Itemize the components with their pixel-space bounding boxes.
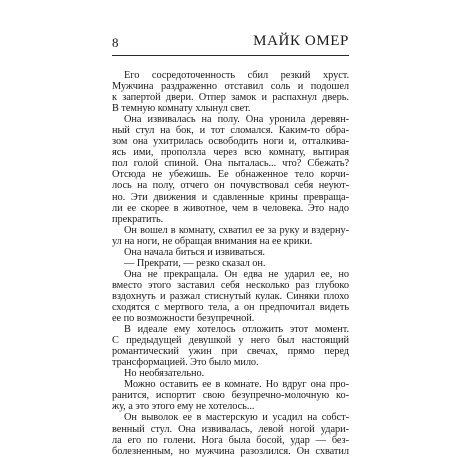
text-line: В идеале ему хотелось отложить этот момент.	[124, 324, 349, 336]
text-line: Мужчина раздраженно отставил соль и подошел	[112, 81, 349, 93]
text-line: ранится, испортит свою безупречно-молочную ко-	[112, 390, 349, 402]
page-number: 8	[112, 35, 119, 50]
text-line: трансформацией. Это было мило.	[112, 357, 259, 369]
text-line: Она извивалась на полу. Она уронила деревян-	[124, 114, 349, 126]
text-line: романтический ужин при свечах, прямо перед	[112, 346, 349, 358]
text-line: зом она ухитрилась освободить ноги и, отталкива-	[112, 136, 349, 148]
text-line: пол голой спиной. Она пыталась... что? Сбежать?	[112, 158, 349, 170]
text-line: Она начала биться и извиваться.	[124, 246, 265, 258]
body-text	[112, 70, 349, 457]
text-line: вместо этого заставил себя несколько раз глубоко	[112, 279, 349, 291]
text-line: ее по возможности безупречной.	[112, 313, 255, 325]
text-line: — Прекрати, — резко сказал он.	[124, 257, 266, 269]
header-rule	[112, 55, 349, 56]
text-line: ный стул на бок, и тот сломался. Каким-то обра-	[112, 125, 349, 137]
text-line: С предыдущей девушкой у него был настоящий	[112, 335, 349, 347]
text-line: сходятся с мертвого тела, а он предпочитал видеть	[112, 301, 349, 313]
text-line: ясь ими, проползла через всю комнату, вытирая	[112, 147, 349, 159]
text-line: Она не прекращала. Он едва не ударил ее, но	[124, 268, 349, 280]
text-line: Его сосредоточенность сбил резкий хруст.	[124, 70, 349, 81]
text-line: ла его по голени. Нога была босой, удар — без-	[112, 434, 349, 446]
page-header	[112, 33, 349, 53]
running-head-author: МАЙК ОМЕР	[253, 33, 349, 49]
text-line: ул на ноги, не обращая внимания на ее крики.	[112, 235, 313, 247]
text-line: но. Эти движения и сдавленные крины превраща-	[112, 191, 349, 203]
text-line: прекратить.	[112, 213, 164, 225]
text-line: к запертой двери. Отпер замок и распахнул дверь.	[112, 92, 349, 104]
text-line: Он вошел в комнату, схватил ее за руку и вздерну-	[124, 224, 349, 236]
text-line: ли ее скорее в животное, чем в человека. Это надо	[112, 202, 349, 214]
text-line: Можно оставить ее в комнате. Но вдруг она про-	[124, 379, 349, 391]
text-line: вздохнуть и разжал стиснутый кулак. Синяки плохо	[112, 290, 349, 302]
text-line: болезненным, но мужчина разозлился. Он схватил	[112, 445, 349, 457]
text-line: Отсюда не убежишь. Ее обнаженное тело корчи-	[112, 169, 349, 181]
text-line: Он выволок ее в мастерскую и усадил на собст-	[124, 412, 349, 424]
text-line: Но необязательно.	[124, 368, 205, 380]
text-line: венный стул. Она извивалась, левой ногой удари-	[112, 423, 349, 435]
text-line: В темную комнату хлынул свет.	[112, 103, 251, 115]
text-line: лось на полу, отчего он почувствовал себя неуют-	[112, 180, 349, 192]
text-line: жу, а это этого ему не хотелось...	[112, 401, 255, 413]
